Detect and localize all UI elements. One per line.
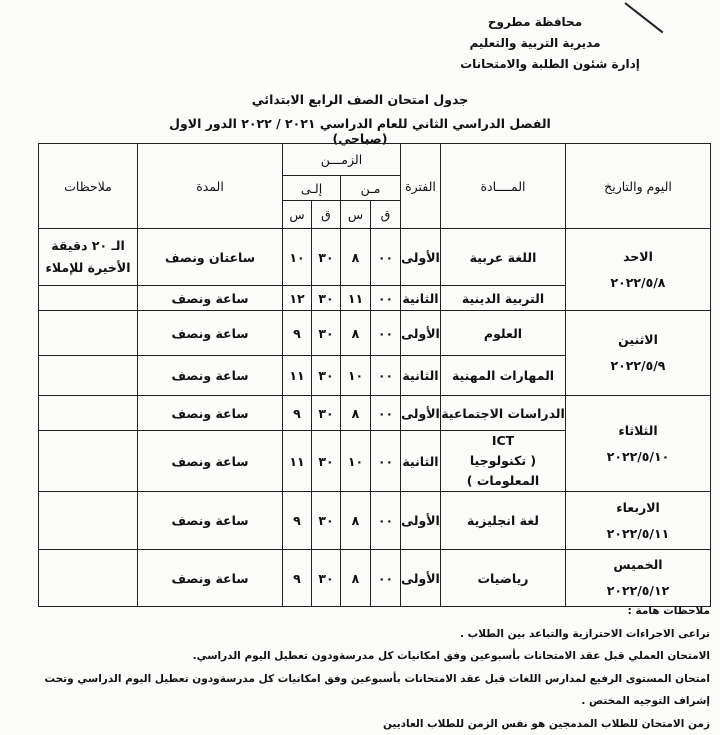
letterhead: [430, 12, 640, 75]
subject-name: المهارات المهنية: [441, 368, 565, 383]
period-cell: الثانية: [401, 286, 441, 311]
duration-cell: ساعة ونصف: [138, 356, 283, 396]
to-hour-cell: ١٠: [283, 229, 312, 286]
exam-date: ٢٠٢٢/٥/١٢: [566, 578, 710, 604]
notes-cell: [39, 396, 138, 431]
duration-cell: ساعة ونصف: [138, 396, 283, 431]
period-cell: الثانية: [401, 431, 441, 492]
from-minute-cell: ٠٠: [371, 396, 401, 431]
subject-name: رياضيات: [441, 571, 565, 586]
table-row: [39, 229, 711, 286]
subject-cell: [441, 492, 566, 550]
header-period: الفترة: [401, 144, 441, 229]
to-hour-cell: ١١: [283, 431, 312, 492]
from-minute-cell: ٠٠: [371, 286, 401, 311]
subject-name: العلوم: [441, 326, 565, 341]
to-hour-cell: ٩: [283, 492, 312, 550]
from-minute-cell: ٠٠: [371, 229, 401, 286]
header-from: مـن: [341, 176, 401, 201]
directorate: مديرية التربية والتعليم: [430, 33, 640, 54]
page-title: جدول امتحان الصف الرابع الابتدائي: [150, 92, 570, 107]
subject-name: لغة انجليزية: [441, 513, 565, 528]
header-to-minute: ق: [312, 201, 341, 229]
notes-cell: [39, 356, 138, 396]
to-minute-cell: ٣٠: [312, 431, 341, 492]
from-hour-cell: ٨: [341, 550, 371, 607]
to-hour-cell: ١١: [283, 356, 312, 396]
notes-cell: [39, 286, 138, 311]
notes-cell: [39, 550, 138, 607]
subject-cell: [441, 311, 566, 356]
day-date-cell: [566, 229, 711, 311]
header-to: إلـى: [283, 176, 341, 201]
day-date-cell: [566, 311, 711, 396]
period-cell: الأولى: [401, 396, 441, 431]
day-name: الاحد: [566, 244, 710, 270]
header-from-hour: س: [341, 201, 371, 229]
note-item: تراعى الاجراءات الاحترازية والتباعد بين الطلاب .: [10, 623, 710, 646]
from-minute-cell: ٠٠: [371, 431, 401, 492]
to-minute-cell: ٣٠: [312, 311, 341, 356]
exam-date: ٢٠٢٢/٥/٩: [566, 353, 710, 379]
exam-date: ٢٠٢٢/٥/١٠: [566, 444, 710, 470]
notes-cell: [39, 431, 138, 492]
period-cell: الأولى: [401, 229, 441, 286]
to-minute-cell: ٣٠: [312, 286, 341, 311]
subject-name: ICT: [441, 431, 565, 451]
to-minute-cell: ٣٠: [312, 356, 341, 396]
notes-section: [10, 600, 710, 735]
duration-cell: ساعة ونصف: [138, 492, 283, 550]
to-minute-cell: ٣٠: [312, 229, 341, 286]
header-day-date: اليوم والتاريخ: [566, 144, 711, 229]
governorate: محافظة مطروح: [430, 12, 640, 33]
to-hour-cell: ٩: [283, 550, 312, 607]
note-item: امتحان المستوى الرفيع لمدارس اللغات قبل عقد الامتحانات بأسبوعين وفق امكانيات كل مدرسةودون تعطيل اليوم الدراسي وتحت إشراف التوجيه المختص .: [10, 668, 710, 713]
to-hour-cell: ٩: [283, 396, 312, 431]
day-name: الاربعاء: [566, 495, 710, 521]
duration-cell: ساعة ونصف: [138, 550, 283, 607]
from-minute-cell: ٠٠: [371, 550, 401, 607]
subject-cell: [441, 550, 566, 607]
header-to-hour: س: [283, 201, 312, 229]
to-hour-cell: ١٢: [283, 286, 312, 311]
subject-cell: [441, 229, 566, 286]
notes-cell: [39, 492, 138, 550]
to-minute-cell: ٣٠: [312, 550, 341, 607]
subject-name: اللغة عربية: [441, 250, 565, 265]
header-duration: المدة: [138, 144, 283, 229]
from-hour-cell: ٨: [341, 396, 371, 431]
page-subtitle: الفصل الدراسي الثاني للعام الدراسي ٢٠٢١ / ٢٠٢٢ الدور الاول (صباحي): [150, 116, 570, 146]
header-from-minute: ق: [371, 201, 401, 229]
table-row: [39, 550, 711, 607]
header-time: الزمـــن: [283, 144, 401, 176]
day-date-cell: [566, 492, 711, 550]
subject-cell: [441, 396, 566, 431]
period-cell: الأولى: [401, 492, 441, 550]
day-date-cell: [566, 396, 711, 492]
from-minute-cell: ٠٠: [371, 356, 401, 396]
subject-cell: [441, 431, 566, 492]
exam-date: ٢٠٢٢/٥/١١: [566, 521, 710, 547]
period-cell: الثانية: [401, 356, 441, 396]
table-row: [39, 311, 711, 356]
header-notes: ملاحظات: [39, 144, 138, 229]
exam-schedule-table: [38, 143, 711, 607]
from-minute-cell: ٠٠: [371, 311, 401, 356]
subject-name: الدراسات الاجتماعية: [441, 406, 565, 421]
duration-cell: ساعة ونصف: [138, 431, 283, 492]
from-hour-cell: ١٠: [341, 356, 371, 396]
exam-date: ٢٠٢٢/٥/٨: [566, 270, 710, 296]
to-minute-cell: ٣٠: [312, 396, 341, 431]
notes-cell: [39, 311, 138, 356]
day-name: الاثنين: [566, 327, 710, 353]
note-item: الامتحان العملي قبل عقد الامتحانات بأسبوعين وفق امكانيات كل مدرسةودون تعطيل اليوم الدراسي.: [10, 645, 710, 668]
department: إدارة شئون الطلبة والامتحانات: [430, 54, 670, 75]
from-hour-cell: ٨: [341, 229, 371, 286]
duration-cell: ساعة ونصف: [138, 311, 283, 356]
day-date-cell: [566, 550, 711, 607]
to-hour-cell: ٩: [283, 311, 312, 356]
day-name: الثلاثاء: [566, 418, 710, 444]
duration-cell: ساعة ونصف: [138, 286, 283, 311]
period-cell: الأولى: [401, 550, 441, 607]
from-hour-cell: ١١: [341, 286, 371, 311]
period-cell: الأولى: [401, 311, 441, 356]
subject-subtitle: ( تكنولوجيا المعلومات ): [441, 451, 565, 491]
subject-cell: [441, 356, 566, 396]
to-minute-cell: ٣٠: [312, 492, 341, 550]
subject-cell: [441, 286, 566, 311]
from-minute-cell: ٠٠: [371, 492, 401, 550]
notes-heading: ملاحظات هامة :: [10, 600, 710, 623]
notes-cell: الـ ٢٠ دقيقة الأخيرة للإملاء: [39, 229, 138, 286]
table-row: [39, 492, 711, 550]
subject-name: التربية الدينية: [441, 291, 565, 306]
duration-cell: ساعتان ونصف: [138, 229, 283, 286]
table-row: [39, 396, 711, 431]
day-name: الخميس: [566, 552, 710, 578]
header-subject: المــــادة: [441, 144, 566, 229]
from-hour-cell: ٨: [341, 311, 371, 356]
from-hour-cell: ٨: [341, 492, 371, 550]
note-item: زمن الامتحان للطلاب المدمجين هو نفس الزمن للطلاب العاديين: [10, 713, 710, 735]
from-hour-cell: ١٠: [341, 431, 371, 492]
